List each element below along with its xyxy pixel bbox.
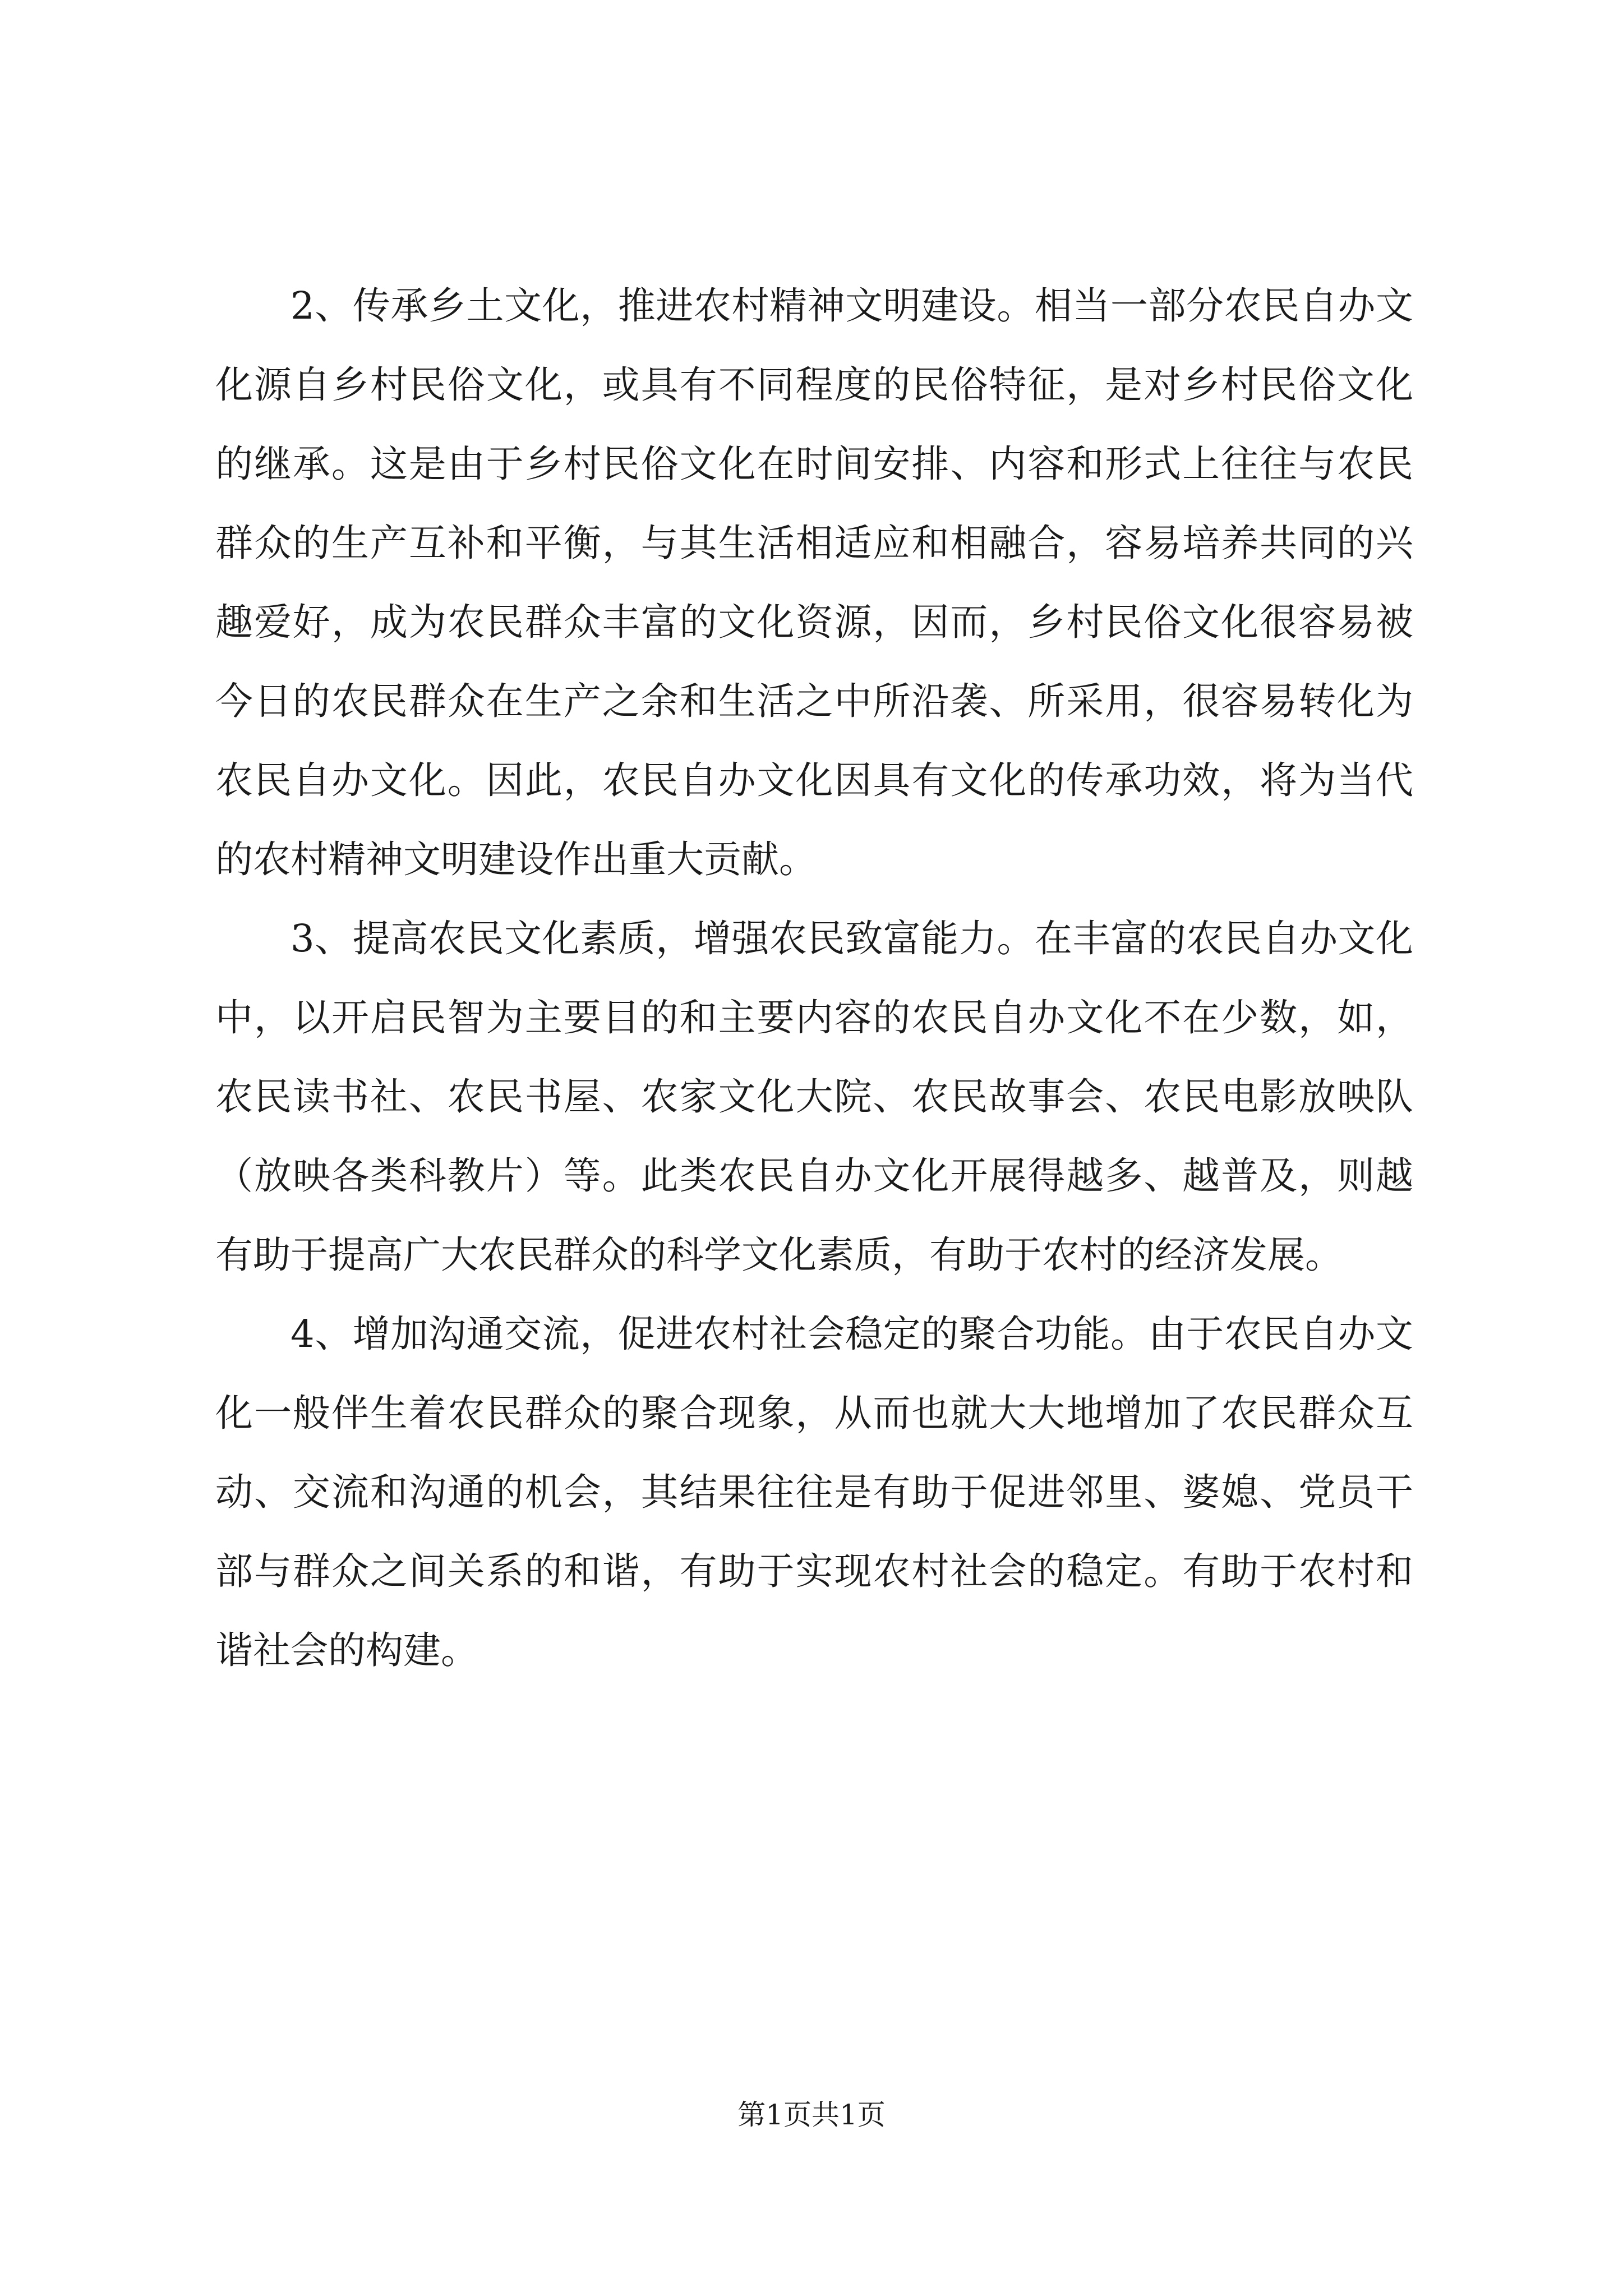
document-body — [215, 266, 1413, 1690]
page-number-total: 共1页 — [811, 2099, 886, 2131]
paragraph-3-literacy: 3、提高农民文化素质，增强农民致富能力。在丰富的农民自办文化中，以开启民智为主要目的和主要内容的农民自办文化不在少数，如，农民读书社、农民书屋、农家文化大院、农民故事会、农民电影放映队（放映各类科教片）等。此类农民自办文化开展得越多、越普及，则越有助于提高广大农民群众的科学文化素质，有助于农村的经济发展。 — [215, 917, 1413, 1277]
page-number-current: 第1页 — [737, 2099, 811, 2131]
paragraph-4-communication: 4、增加沟通交流，促进农村社会稳定的聚合功能。由于农民自办文化一般伴生着农民群众的聚合现象，从而也就大大地增加了农民群众互动、交流和沟通的机会，其结果往往是有助于促进邻里、婆媳、党员干部与群众之间关系的和谐，有助于实现农村社会的稳定。有助于农村和谐社会的构建。 — [215, 1312, 1413, 1672]
paragraph-2-heritage: 2、传承乡土文化，推进农村精神文明建设。相当一部分农民自办文化源自乡村民俗文化，或具有不同程度的民俗特征，是对乡村民俗文化的继承。这是由于乡村民俗文化在时间安排、内容和形式上往往与农民群众的生产互补和平衡，与其生活相适应和相融合，容易培养共同的兴趣爱好，成为农民群众丰富的文化资源，因而，乡村民俗文化很容易被今日的农民群众在生产之余和生活之中所沿袭、所采用，很容易转化为农民自办文化。因此，农民自办文化因具有文化的传承功效，将为当代的农村精神文明建设作出重大贡献。 — [215, 284, 1413, 881]
page-footer — [0, 2095, 1623, 2134]
